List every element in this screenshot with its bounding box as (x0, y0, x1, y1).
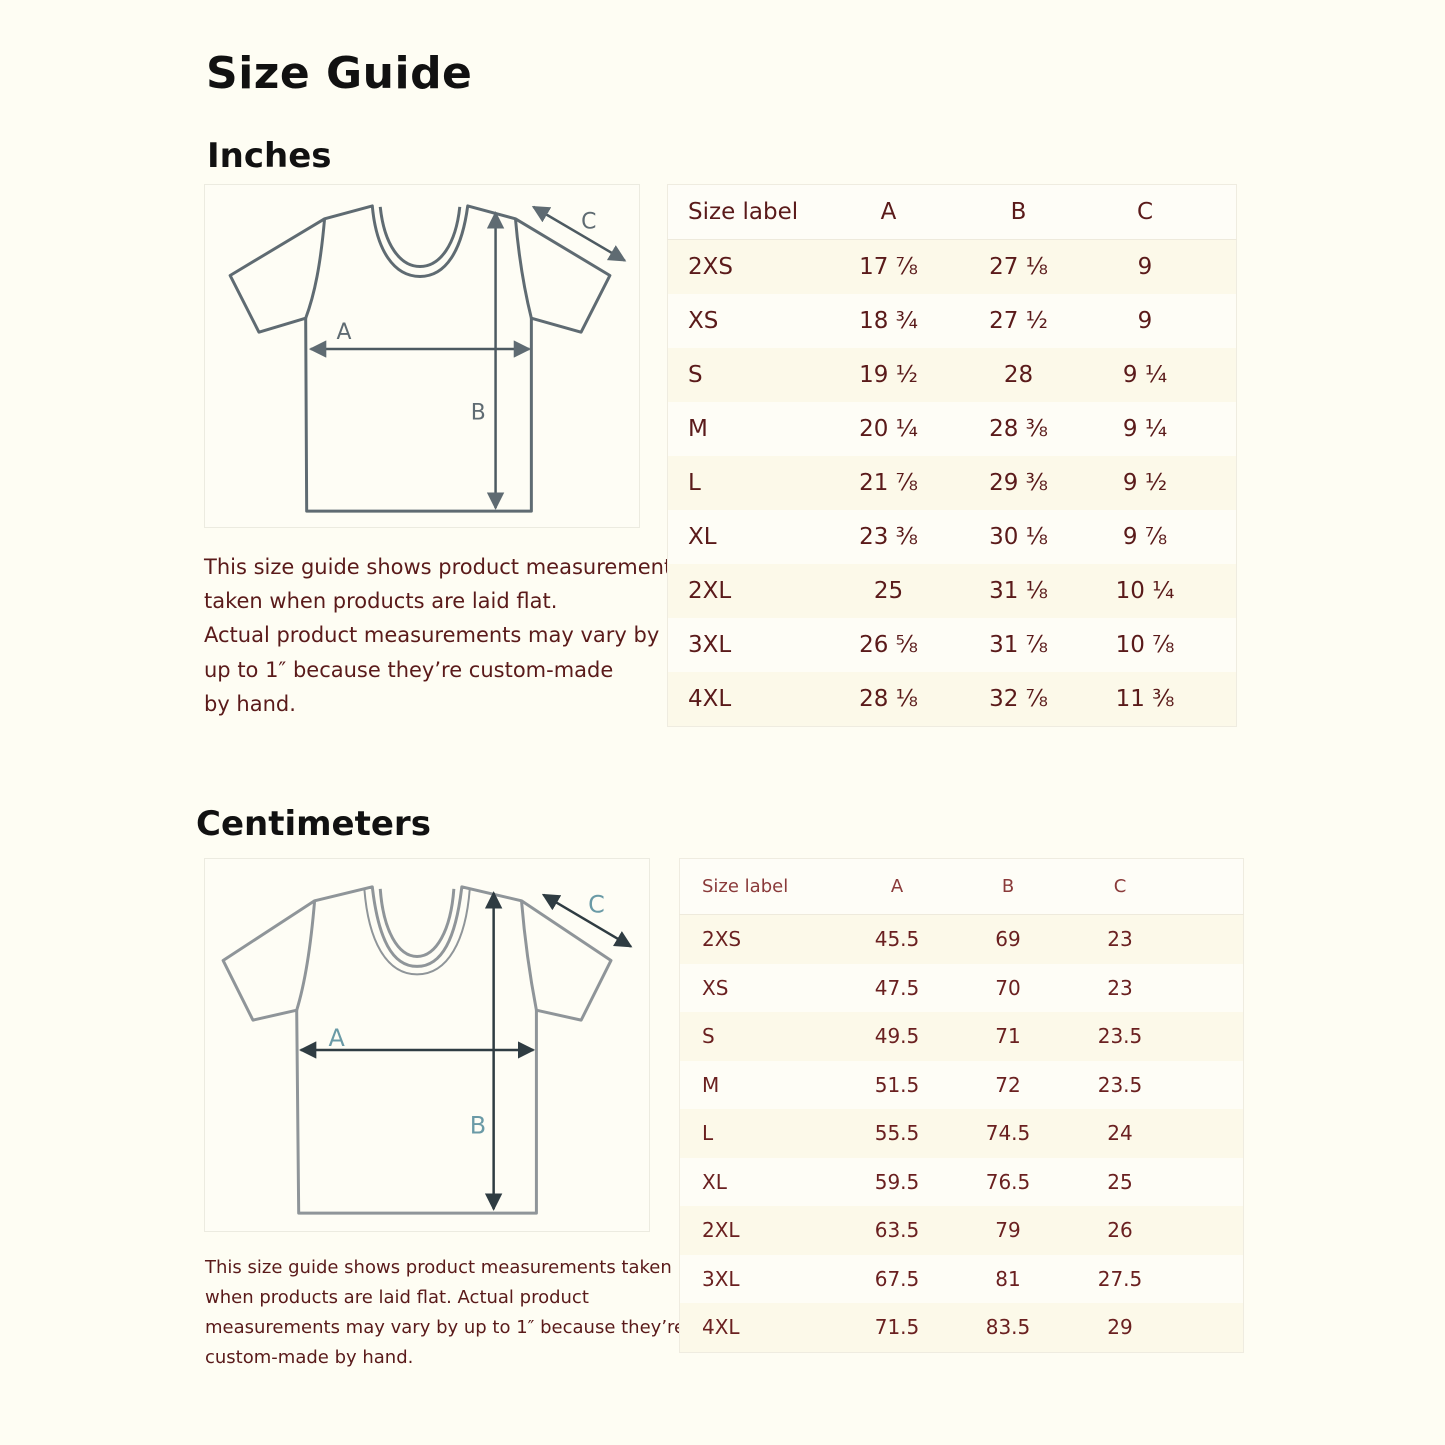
size-label-cell: 4XL (688, 686, 732, 712)
size-label-cell: 2XS (702, 927, 742, 952)
a-cell: 71.5 (874, 1315, 920, 1340)
centimeters-tshirt-diagram (204, 858, 650, 1232)
c-cell: 9 (1137, 308, 1153, 334)
table-row (680, 1303, 1244, 1352)
size-label-cell: 2XL (688, 578, 732, 604)
table-row (668, 294, 1237, 348)
note-line: custom-made by hand. (205, 1347, 414, 1368)
a-cell: 19 ½ (859, 362, 918, 388)
header-size-label: Size label (680, 859, 843, 915)
tshirt-icon (205, 185, 639, 527)
a-cell: 18 ¾ (859, 308, 918, 334)
header-b: B (952, 859, 1064, 915)
b-cell: 28 ⅜ (989, 416, 1048, 442)
size-label-cell: S (688, 362, 703, 388)
table-row (668, 510, 1237, 564)
diagram-label-c: C (588, 890, 605, 919)
c-cell: 23.5 (1097, 1024, 1143, 1049)
c-cell: 9 ⅞ (1122, 524, 1168, 550)
b-cell: 70 (995, 975, 1021, 1000)
b-cell: 27 ½ (989, 308, 1048, 334)
c-cell: 11 ⅜ (1115, 686, 1175, 712)
a-cell: 45.5 (874, 927, 920, 952)
inches-heading: Inches (207, 136, 332, 176)
size-label-cell: M (702, 1072, 720, 1097)
b-cell: 72 (995, 1072, 1021, 1097)
table-row (668, 402, 1237, 456)
c-cell: 9 ¼ (1122, 362, 1168, 388)
c-cell: 24 (1107, 1121, 1133, 1146)
table-row (668, 564, 1237, 618)
note-line: when products are laid flat. Actual product (205, 1287, 589, 1308)
note-line: measurements may vary by up to 1″ because they’re (205, 1317, 686, 1338)
a-cell: 59.5 (874, 1169, 920, 1194)
note-line: This size guide shows product measurements (204, 555, 684, 579)
c-cell: 9 ¼ (1122, 416, 1168, 442)
b-cell: 28 (1003, 362, 1034, 388)
diagram-label-c: C (581, 209, 597, 235)
diagram-label-a: A (328, 1023, 345, 1052)
b-cell: 27 ⅛ (989, 254, 1048, 280)
a-cell: 55.5 (874, 1121, 920, 1146)
size-label-cell: L (688, 470, 701, 496)
table-row (680, 1206, 1244, 1255)
note-line: up to 1″ because they’re custom-made (204, 657, 614, 682)
table-row (680, 1061, 1244, 1110)
header-a: A (842, 859, 952, 915)
size-label-cell: XL (702, 1169, 727, 1194)
c-cell: 9 (1137, 254, 1153, 280)
a-cell: 26 ⅝ (859, 632, 918, 658)
size-label-cell: 3XL (702, 1266, 740, 1291)
header-c: C (1064, 859, 1176, 915)
b-cell: 32 ⅞ (989, 686, 1048, 712)
a-cell: 47.5 (874, 975, 920, 1000)
b-cell: 81 (995, 1266, 1021, 1291)
a-cell: 67.5 (874, 1266, 920, 1291)
c-cell: 23 (1107, 927, 1133, 952)
a-cell: 63.5 (874, 1218, 920, 1243)
centimeters-heading: Centimeters (196, 804, 431, 844)
a-cell: 49.5 (874, 1024, 920, 1049)
b-cell: 29 ⅜ (989, 470, 1048, 496)
b-cell: 74.5 (985, 1121, 1031, 1146)
size-label-cell: XS (702, 975, 729, 1000)
table-row (680, 1255, 1244, 1304)
size-label-cell: 2XL (702, 1218, 740, 1243)
c-cell: 10 ⅞ (1115, 632, 1175, 658)
header-a: A (821, 185, 956, 240)
c-cell: 23.5 (1097, 1072, 1143, 1097)
b-cell: 31 ⅞ (989, 632, 1048, 658)
c-cell: 26 (1107, 1218, 1133, 1243)
note-line: Actual product measurements may vary by (204, 623, 660, 648)
a-cell: 21 ⅞ (859, 470, 918, 496)
size-label-cell: L (702, 1121, 714, 1146)
b-cell: 31 ⅛ (989, 578, 1048, 604)
page-title: Size Guide (206, 48, 473, 99)
table-row (680, 1109, 1244, 1158)
table-row (680, 1012, 1244, 1061)
table-header-row (680, 859, 1244, 915)
header-c: C (1081, 185, 1209, 240)
header-size-label: Size label (668, 185, 822, 240)
inches-tshirt-diagram (204, 184, 640, 528)
note-line: This size guide shows product measurements taken (205, 1257, 672, 1278)
diagram-label-a: A (336, 320, 352, 346)
table-row (668, 348, 1237, 402)
a-cell: 25 (873, 578, 904, 604)
c-cell: 23 (1107, 975, 1133, 1000)
c-cell: 29 (1107, 1315, 1133, 1340)
size-label-cell: XL (688, 524, 717, 550)
table-header-row (668, 185, 1237, 240)
a-cell: 28 ⅛ (859, 686, 918, 712)
centimeters-note (205, 1253, 685, 1373)
size-label-cell: 4XL (702, 1315, 740, 1340)
a-cell: 51.5 (874, 1072, 920, 1097)
table-row (668, 618, 1237, 672)
centimeters-size-table (679, 858, 1244, 1353)
table-row (680, 915, 1244, 964)
tshirt-icon (205, 859, 649, 1231)
table-row (680, 964, 1244, 1013)
c-cell: 10 ¼ (1115, 578, 1175, 604)
table-row (680, 1158, 1244, 1207)
c-cell: 9 ½ (1122, 470, 1168, 496)
size-label-cell: M (688, 416, 708, 442)
a-cell: 23 ⅜ (859, 524, 918, 550)
b-cell: 69 (995, 927, 1021, 952)
b-cell: 83.5 (985, 1315, 1031, 1340)
b-cell: 71 (995, 1024, 1021, 1049)
b-cell: 76.5 (985, 1169, 1031, 1194)
c-cell: 25 (1107, 1169, 1133, 1194)
table-row (668, 672, 1237, 727)
header-b: B (956, 185, 1081, 240)
inches-note (204, 550, 683, 721)
size-label-cell: S (702, 1024, 715, 1049)
diagram-label-b: B (469, 1111, 487, 1140)
b-cell: 79 (995, 1218, 1021, 1243)
inches-size-table (667, 184, 1237, 727)
c-cell: 27.5 (1097, 1266, 1143, 1291)
size-label-cell: XS (688, 308, 719, 334)
note-line: taken when products are laid flat. (204, 589, 558, 614)
note-line: by hand. (204, 691, 296, 716)
a-cell: 20 ¼ (859, 416, 918, 442)
b-cell: 30 ⅛ (989, 524, 1048, 550)
size-label-cell: 3XL (688, 632, 732, 658)
a-cell: 17 ⅞ (859, 254, 918, 280)
table-row (668, 456, 1237, 510)
table-row (668, 240, 1237, 295)
diagram-label-b: B (470, 400, 486, 426)
size-label-cell: 2XS (688, 254, 733, 280)
